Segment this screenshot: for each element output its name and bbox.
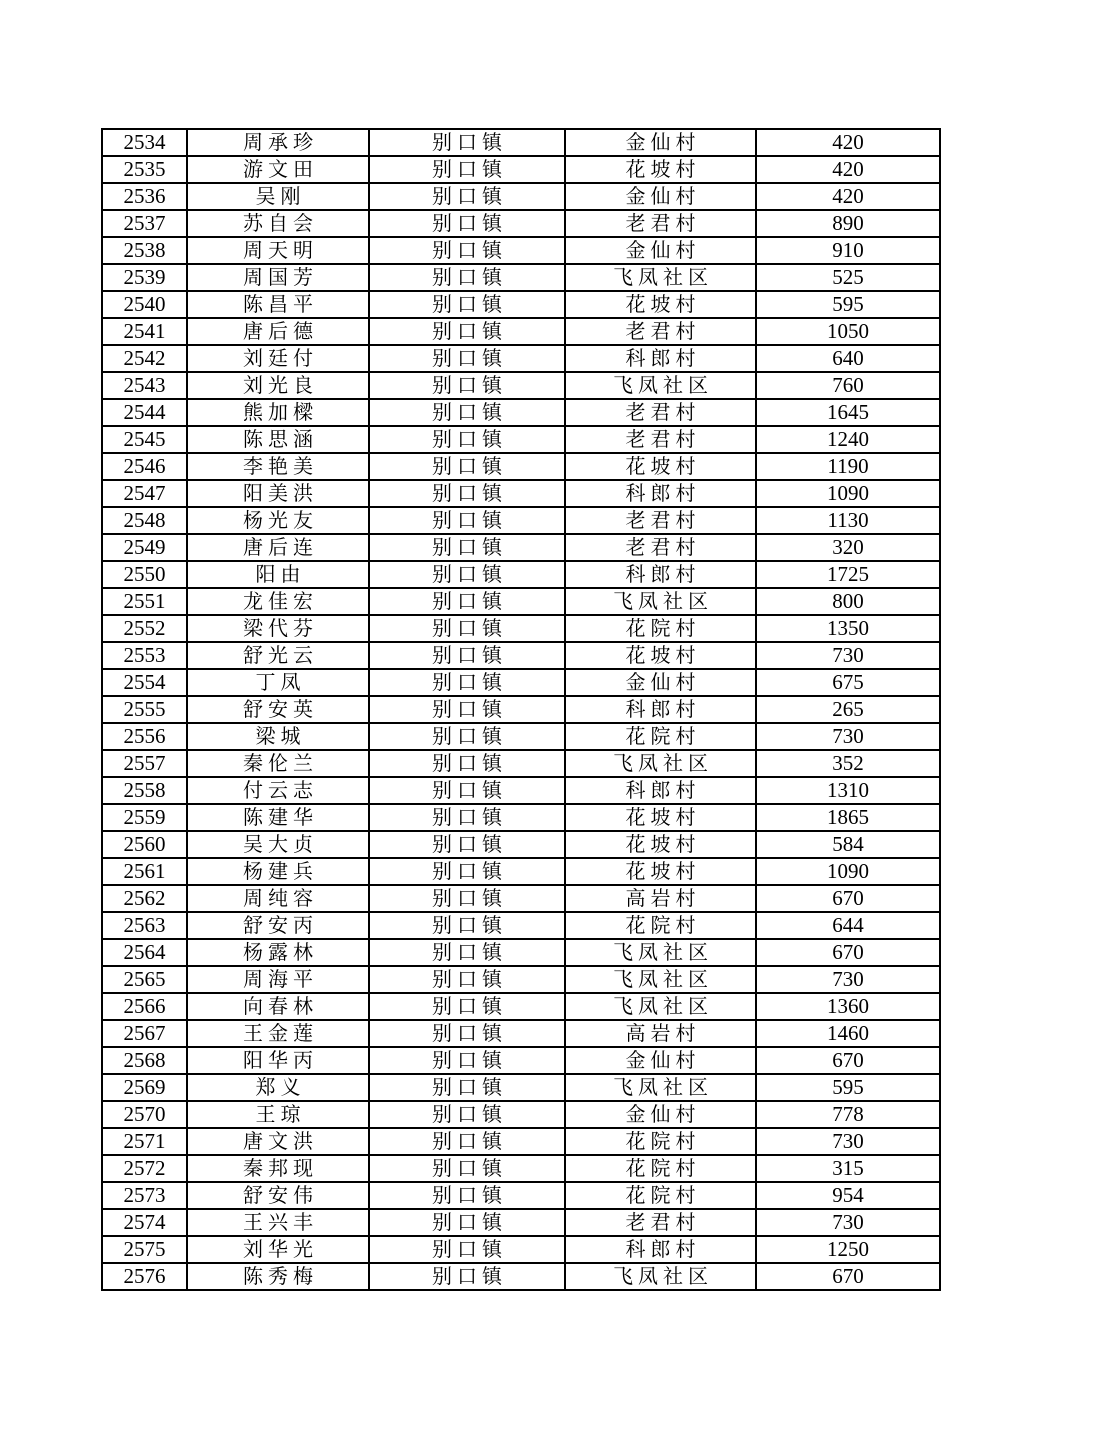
cell-amount: 420 [756,129,940,156]
cell-town: 别口镇 [369,372,565,399]
table-row [102,1155,940,1182]
cell-name: 向春林 [187,993,369,1020]
cell-village: 花坡村 [565,291,756,318]
cell-village: 飞凤社区 [565,750,756,777]
cell-village: 飞凤社区 [565,993,756,1020]
cell-name: 舒安丙 [187,912,369,939]
cell-name: 吴大贞 [187,831,369,858]
cell-amount: 1645 [756,399,940,426]
cell-amount: 644 [756,912,940,939]
table-row [102,237,940,264]
table-row [102,615,940,642]
table-row [102,1236,940,1263]
cell-amount: 675 [756,669,940,696]
cell-serial: 2568 [102,1047,187,1074]
cell-town: 别口镇 [369,1074,565,1101]
data-table [101,128,941,1291]
cell-serial: 2556 [102,723,187,750]
table-row [102,804,940,831]
cell-serial: 2544 [102,399,187,426]
table-row [102,345,940,372]
cell-serial: 2549 [102,534,187,561]
cell-amount: 1250 [756,1236,940,1263]
cell-name: 舒安英 [187,696,369,723]
table-row [102,885,940,912]
cell-serial: 2548 [102,507,187,534]
table-row [102,939,940,966]
table-row [102,318,940,345]
table-body [102,129,940,1290]
cell-name: 秦伦兰 [187,750,369,777]
cell-village: 飞凤社区 [565,264,756,291]
table-row [102,1128,940,1155]
cell-name: 秦邦现 [187,1155,369,1182]
table-row [102,588,940,615]
cell-town: 别口镇 [369,615,565,642]
cell-serial: 2545 [102,426,187,453]
table-row [102,966,940,993]
cell-town: 别口镇 [369,831,565,858]
table-row [102,291,940,318]
cell-name: 王金莲 [187,1020,369,1047]
cell-serial: 2554 [102,669,187,696]
cell-village: 花坡村 [565,156,756,183]
cell-name: 刘廷付 [187,345,369,372]
table-row [102,777,940,804]
cell-town: 别口镇 [369,183,565,210]
cell-village: 科郎村 [565,1236,756,1263]
table-row [102,1047,940,1074]
table-row [102,561,940,588]
cell-name: 阳美洪 [187,480,369,507]
cell-amount: 1090 [756,858,940,885]
cell-town: 别口镇 [369,669,565,696]
cell-name: 杨光友 [187,507,369,534]
cell-amount: 1360 [756,993,940,1020]
table-row [102,723,940,750]
cell-amount: 1350 [756,615,940,642]
cell-serial: 2560 [102,831,187,858]
cell-town: 别口镇 [369,399,565,426]
table-row [102,183,940,210]
cell-name: 杨建兵 [187,858,369,885]
cell-name: 杨露林 [187,939,369,966]
cell-name: 龙佳宏 [187,588,369,615]
cell-village: 花院村 [565,1155,756,1182]
cell-serial: 2575 [102,1236,187,1263]
cell-amount: 320 [756,534,940,561]
cell-name: 苏自会 [187,210,369,237]
cell-name: 阳由 [187,561,369,588]
cell-serial: 2535 [102,156,187,183]
table-row [102,372,940,399]
cell-town: 别口镇 [369,210,565,237]
cell-serial: 2559 [102,804,187,831]
cell-name: 舒光云 [187,642,369,669]
table-row [102,750,940,777]
cell-amount: 800 [756,588,940,615]
cell-town: 别口镇 [369,480,565,507]
cell-amount: 525 [756,264,940,291]
cell-serial: 2557 [102,750,187,777]
cell-town: 别口镇 [369,1020,565,1047]
cell-town: 别口镇 [369,1101,565,1128]
cell-town: 别口镇 [369,1236,565,1263]
cell-amount: 1865 [756,804,940,831]
cell-village: 花坡村 [565,831,756,858]
table-row [102,912,940,939]
cell-name: 陈建华 [187,804,369,831]
table-row [102,642,940,669]
table-row [102,453,940,480]
cell-serial: 2573 [102,1182,187,1209]
cell-town: 别口镇 [369,1128,565,1155]
cell-village: 花坡村 [565,858,756,885]
cell-amount: 595 [756,1074,940,1101]
cell-village: 金仙村 [565,669,756,696]
cell-village: 花院村 [565,1128,756,1155]
cell-name: 周海平 [187,966,369,993]
cell-serial: 2540 [102,291,187,318]
cell-name: 周天明 [187,237,369,264]
cell-amount: 890 [756,210,940,237]
cell-serial: 2541 [102,318,187,345]
cell-serial: 2539 [102,264,187,291]
cell-village: 花坡村 [565,804,756,831]
cell-amount: 730 [756,723,940,750]
cell-name: 吴刚 [187,183,369,210]
cell-town: 别口镇 [369,534,565,561]
cell-town: 别口镇 [369,291,565,318]
cell-town: 别口镇 [369,345,565,372]
cell-serial: 2565 [102,966,187,993]
cell-village: 金仙村 [565,1047,756,1074]
cell-town: 别口镇 [369,426,565,453]
cell-serial: 2562 [102,885,187,912]
cell-town: 别口镇 [369,1182,565,1209]
cell-amount: 420 [756,156,940,183]
cell-serial: 2553 [102,642,187,669]
cell-village: 老君村 [565,1209,756,1236]
cell-town: 别口镇 [369,642,565,669]
cell-village: 金仙村 [565,237,756,264]
cell-village: 金仙村 [565,1101,756,1128]
cell-name: 刘光良 [187,372,369,399]
cell-village: 科郎村 [565,345,756,372]
cell-name: 刘华光 [187,1236,369,1263]
table-row [102,831,940,858]
cell-town: 别口镇 [369,264,565,291]
cell-town: 别口镇 [369,696,565,723]
cell-village: 老君村 [565,534,756,561]
cell-serial: 2550 [102,561,187,588]
cell-serial: 2566 [102,993,187,1020]
table-row [102,1263,940,1290]
cell-serial: 2536 [102,183,187,210]
cell-village: 老君村 [565,426,756,453]
cell-amount: 265 [756,696,940,723]
cell-village: 金仙村 [565,129,756,156]
table-row [102,669,940,696]
cell-amount: 1460 [756,1020,940,1047]
cell-amount: 1240 [756,426,940,453]
table-row [102,1020,940,1047]
cell-amount: 910 [756,237,940,264]
cell-town: 别口镇 [369,318,565,345]
cell-village: 金仙村 [565,183,756,210]
cell-amount: 315 [756,1155,940,1182]
cell-village: 高岩村 [565,1020,756,1047]
cell-town: 别口镇 [369,588,565,615]
cell-village: 花院村 [565,912,756,939]
cell-amount: 954 [756,1182,940,1209]
table-row [102,1074,940,1101]
cell-name: 熊加樑 [187,399,369,426]
cell-name: 陈秀梅 [187,1263,369,1290]
table-row [102,696,940,723]
cell-town: 别口镇 [369,723,565,750]
cell-village: 花院村 [565,615,756,642]
cell-amount: 352 [756,750,940,777]
cell-name: 梁代芬 [187,615,369,642]
cell-village: 老君村 [565,210,756,237]
cell-amount: 760 [756,372,940,399]
cell-village: 飞凤社区 [565,1074,756,1101]
cell-serial: 2563 [102,912,187,939]
cell-serial: 2570 [102,1101,187,1128]
cell-name: 王琼 [187,1101,369,1128]
cell-serial: 2537 [102,210,187,237]
cell-town: 别口镇 [369,858,565,885]
cell-amount: 670 [756,939,940,966]
cell-serial: 2567 [102,1020,187,1047]
cell-town: 别口镇 [369,912,565,939]
cell-serial: 2552 [102,615,187,642]
cell-village: 飞凤社区 [565,372,756,399]
cell-town: 别口镇 [369,1209,565,1236]
cell-town: 别口镇 [369,750,565,777]
cell-town: 别口镇 [369,966,565,993]
cell-town: 别口镇 [369,804,565,831]
table-row [102,1182,940,1209]
table-row [102,858,940,885]
cell-serial: 2538 [102,237,187,264]
table-row [102,1209,940,1236]
cell-town: 别口镇 [369,1155,565,1182]
table-row [102,210,940,237]
cell-name: 陈思涵 [187,426,369,453]
cell-village: 花院村 [565,723,756,750]
cell-name: 周纯容 [187,885,369,912]
cell-town: 别口镇 [369,993,565,1020]
table-row [102,1101,940,1128]
cell-town: 别口镇 [369,885,565,912]
cell-amount: 670 [756,1047,940,1074]
cell-amount: 1050 [756,318,940,345]
cell-village: 花坡村 [565,453,756,480]
cell-amount: 670 [756,885,940,912]
cell-village: 飞凤社区 [565,939,756,966]
cell-name: 王兴丰 [187,1209,369,1236]
cell-serial: 2574 [102,1209,187,1236]
cell-name: 陈昌平 [187,291,369,318]
cell-serial: 2571 [102,1128,187,1155]
cell-serial: 2547 [102,480,187,507]
cell-name: 舒安伟 [187,1182,369,1209]
cell-amount: 584 [756,831,940,858]
cell-amount: 595 [756,291,940,318]
cell-town: 别口镇 [369,561,565,588]
cell-name: 丁凤 [187,669,369,696]
table-row [102,399,940,426]
cell-serial: 2564 [102,939,187,966]
cell-amount: 1090 [756,480,940,507]
cell-name: 阳华丙 [187,1047,369,1074]
table-row [102,480,940,507]
cell-name: 游文田 [187,156,369,183]
table-row [102,426,940,453]
cell-village: 老君村 [565,399,756,426]
cell-serial: 2555 [102,696,187,723]
cell-name: 付云志 [187,777,369,804]
cell-serial: 2558 [102,777,187,804]
cell-serial: 2546 [102,453,187,480]
cell-village: 科郎村 [565,696,756,723]
cell-village: 花院村 [565,1182,756,1209]
cell-village: 科郎村 [565,480,756,507]
table-row [102,129,940,156]
cell-name: 唐文洪 [187,1128,369,1155]
cell-village: 科郎村 [565,561,756,588]
cell-amount: 420 [756,183,940,210]
cell-serial: 2534 [102,129,187,156]
cell-amount: 730 [756,1209,940,1236]
cell-amount: 778 [756,1101,940,1128]
cell-name: 梁城 [187,723,369,750]
cell-town: 别口镇 [369,453,565,480]
cell-amount: 1310 [756,777,940,804]
cell-village: 老君村 [565,507,756,534]
cell-name: 唐后连 [187,534,369,561]
cell-amount: 730 [756,642,940,669]
cell-serial: 2572 [102,1155,187,1182]
cell-name: 周承珍 [187,129,369,156]
table-row [102,264,940,291]
cell-amount: 1130 [756,507,940,534]
cell-serial: 2576 [102,1263,187,1290]
cell-amount: 1190 [756,453,940,480]
cell-town: 别口镇 [369,1047,565,1074]
cell-serial: 2542 [102,345,187,372]
cell-amount: 730 [756,966,940,993]
cell-name: 李艳美 [187,453,369,480]
cell-town: 别口镇 [369,777,565,804]
cell-village: 科郎村 [565,777,756,804]
cell-serial: 2551 [102,588,187,615]
cell-amount: 730 [756,1128,940,1155]
cell-village: 高岩村 [565,885,756,912]
cell-name: 唐后德 [187,318,369,345]
cell-serial: 2561 [102,858,187,885]
cell-town: 别口镇 [369,237,565,264]
cell-village: 飞凤社区 [565,588,756,615]
cell-village: 飞凤社区 [565,1263,756,1290]
cell-name: 周国芳 [187,264,369,291]
cell-village: 飞凤社区 [565,966,756,993]
cell-town: 别口镇 [369,156,565,183]
cell-serial: 2543 [102,372,187,399]
cell-amount: 1725 [756,561,940,588]
cell-amount: 640 [756,345,940,372]
cell-village: 花坡村 [565,642,756,669]
cell-town: 别口镇 [369,1263,565,1290]
cell-amount: 670 [756,1263,940,1290]
table-row [102,534,940,561]
cell-name: 郑义 [187,1074,369,1101]
cell-village: 老君村 [565,318,756,345]
cell-town: 别口镇 [369,507,565,534]
cell-town: 别口镇 [369,939,565,966]
table-row [102,993,940,1020]
table-row [102,156,940,183]
cell-serial: 2569 [102,1074,187,1101]
table-row [102,507,940,534]
cell-town: 别口镇 [369,129,565,156]
